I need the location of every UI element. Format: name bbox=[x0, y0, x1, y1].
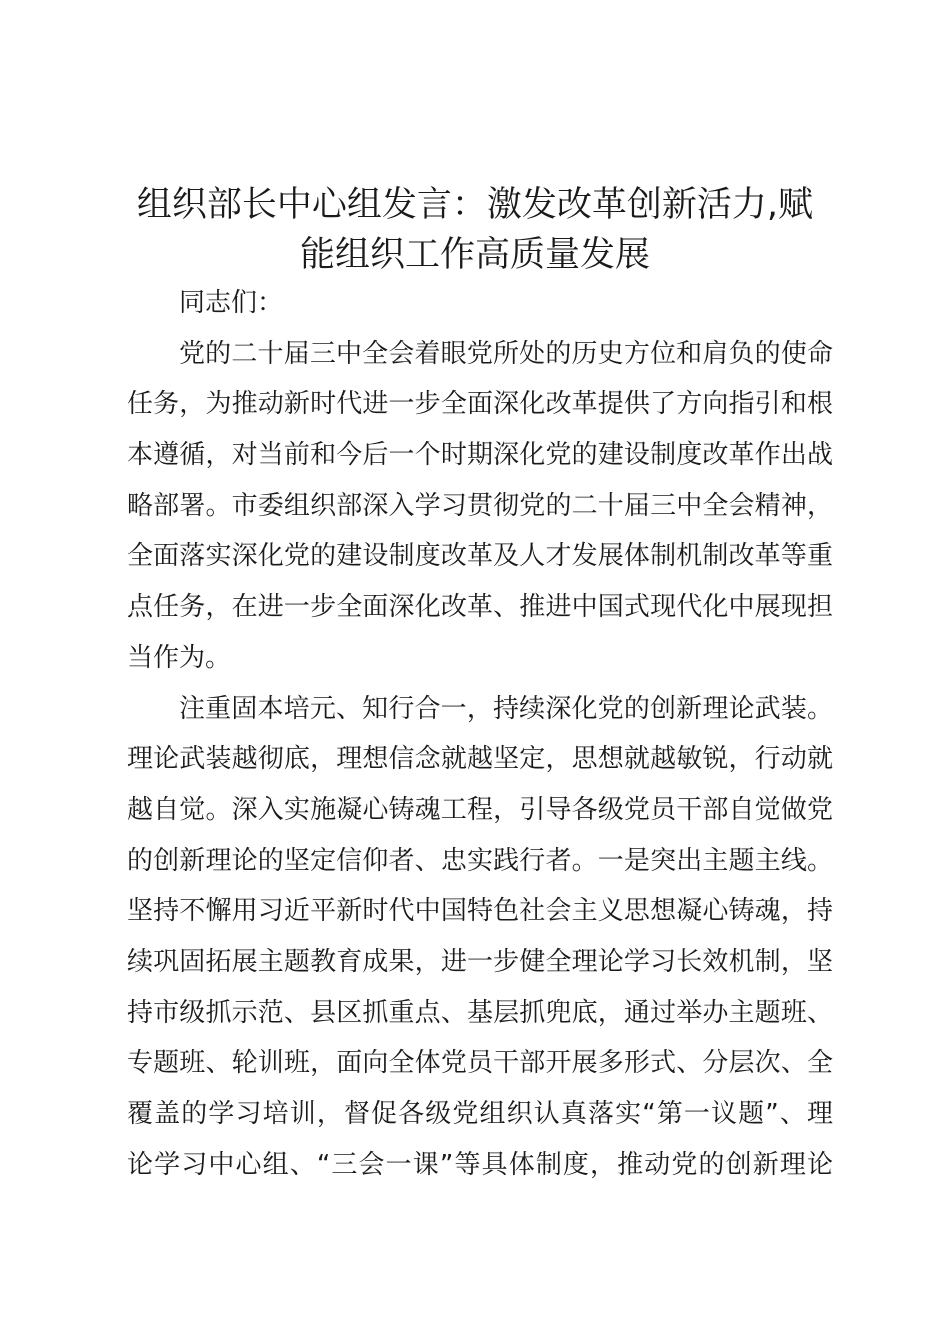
paragraph-1 bbox=[127, 329, 833, 684]
paragraph-line: 略部署。市委组织部深入学习贯彻党的二十届三中全会精神， bbox=[127, 490, 833, 521]
paragraph-line: 理论武装越彻底，理想信念就越坚定，思想就越敏锐，行动就 bbox=[127, 744, 833, 775]
paragraph-line: 覆盖的学习培训，督促各级党组织认真落实“第一议题”、理 bbox=[127, 1099, 833, 1129]
paragraph-line: 注重固本培元、知行合一，持续深化党的创新理论武装。 bbox=[179, 693, 833, 724]
document-body bbox=[127, 278, 833, 1190]
paragraph-line: 专题班、轮训班，面向全体党员干部开展多形式、分层次、全 bbox=[127, 1048, 833, 1079]
title-line-2: 能组织工作高质量发展 bbox=[299, 235, 650, 275]
paragraph-line: 全面落实深化党的建设制度改革及人才发展体制机制改革等重 bbox=[127, 541, 833, 572]
salutation: 同志们： bbox=[179, 288, 284, 318]
paragraph-line: 越自觉。深入实施凝心铸魂工程，引导各级党员干部自觉做党 bbox=[127, 794, 833, 825]
paragraph-line: 续巩固拓展主题教育成果，进一步健全理论学习长效机制，坚 bbox=[127, 946, 833, 977]
paragraph-line: 的创新理论的坚定信仰者、忠实践行者。一是突出主题主线。 bbox=[127, 845, 833, 876]
paragraph-line: 本遵循，对当前和今后一个时期深化党的建设制度改革作出战 bbox=[127, 440, 833, 471]
paragraph-line: 点任务，在进一步全面深化改革、推进中国式现代化中展现担 bbox=[127, 592, 833, 623]
document-title bbox=[120, 180, 830, 280]
paragraph-line: 任务，为推动新时代进一步全面深化改革提供了方向指引和根 bbox=[127, 389, 833, 420]
paragraph-2 bbox=[127, 684, 833, 1191]
paragraph-line: 坚持不懈用习近平新时代中国特色社会主义思想凝心铸魂，持 bbox=[127, 896, 833, 927]
title-line-1: 组织部长中心组发言：激发改革创新活力,赋 bbox=[136, 185, 814, 225]
paragraph-line: 党的二十届三中全会着眼党所处的历史方位和肩负的使命 bbox=[179, 338, 833, 369]
paragraph-line: 论学习中心组、“三会一课”等具体制度，推动党的创新理论 bbox=[127, 1149, 833, 1180]
paragraph-line: 持市级抓示范、县区抓重点、基层抓兜底，通过举办主题班、 bbox=[127, 997, 833, 1028]
paragraph-line: 当作为。 bbox=[127, 642, 232, 673]
